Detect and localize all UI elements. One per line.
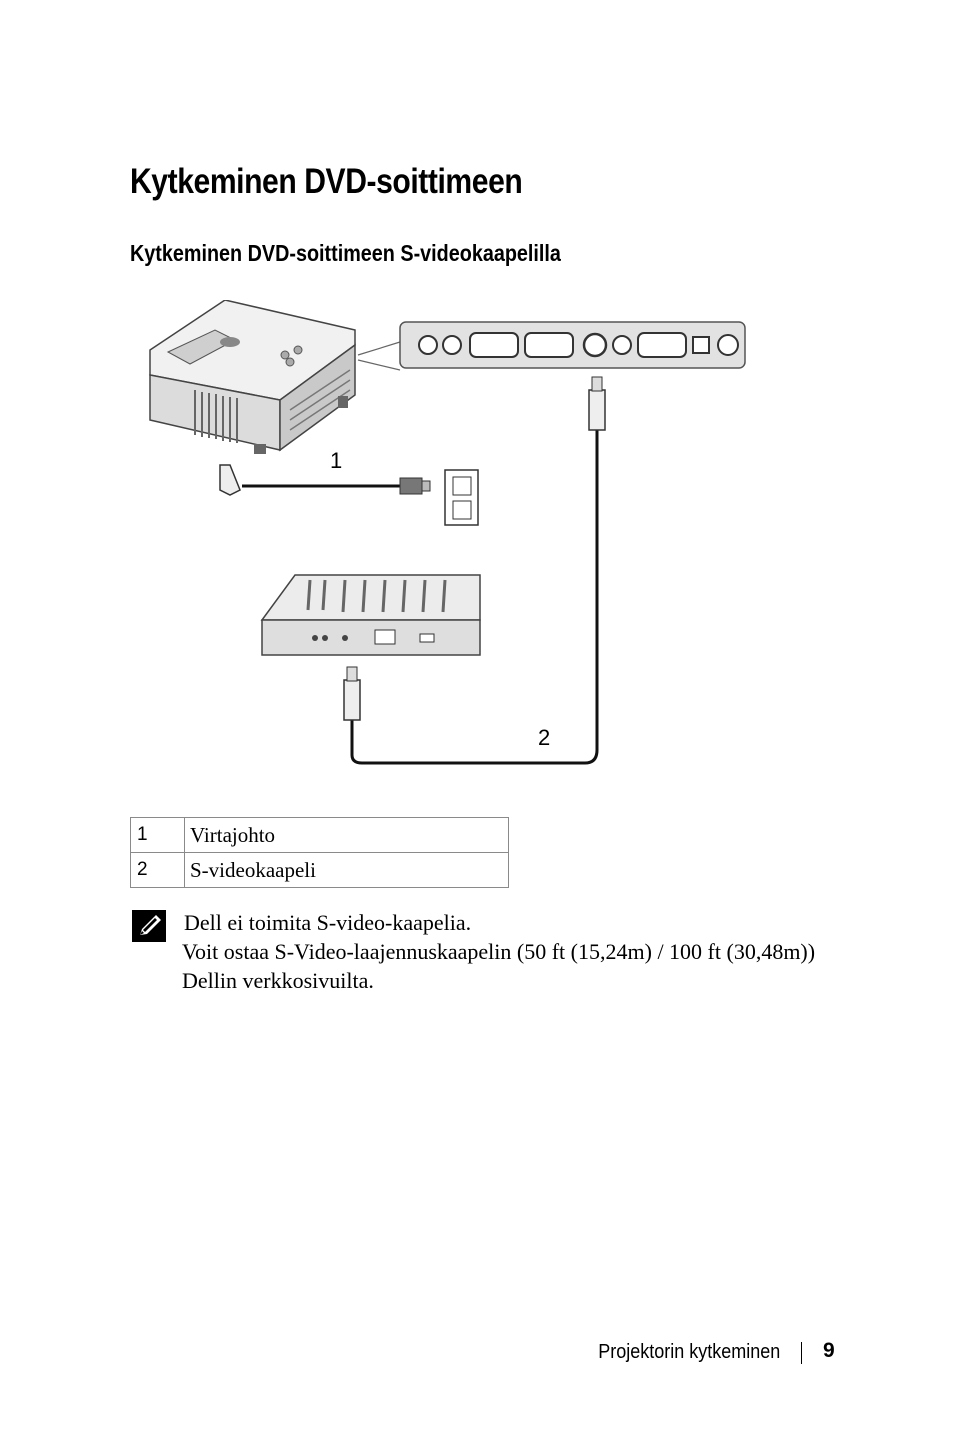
note-line: Voit ostaa S-Video-laajennuskaapelin (50 ft (15,24m) / 100 ft (30,48m)) <box>182 939 816 964</box>
page-title: Kytkeminen DVD-soittimeen <box>130 162 523 201</box>
callout-1: 1 <box>330 448 343 473</box>
section-subtitle: Kytkeminen DVD-soittimeen S-videokaapelilla <box>130 240 561 266</box>
s-video-cable <box>344 377 605 763</box>
page-footer <box>0 1338 954 1368</box>
projector-illustration <box>150 300 355 454</box>
callout-2: 2 <box>538 725 551 750</box>
legend-table <box>130 817 509 888</box>
table-row <box>131 818 509 853</box>
footer-divider <box>801 1342 802 1364</box>
legend-label: S-videokaapeli <box>185 853 509 888</box>
note-text <box>182 908 882 995</box>
legend-number: 1 <box>131 818 185 853</box>
note-line: Dellin verkkosivuilta. <box>182 968 374 993</box>
dvd-player-illustration <box>262 575 480 655</box>
connection-diagram <box>130 300 760 775</box>
footer-section-title: Projektorin kytkeminen <box>597 1341 780 1363</box>
legend-label: Virtajohto <box>185 818 509 853</box>
power-cord <box>220 465 478 525</box>
note-pencil-icon <box>132 910 166 942</box>
table-row <box>131 853 509 888</box>
connector-panel <box>400 322 745 368</box>
page-number: 9 <box>823 1339 835 1362</box>
note-line: Dell ei toimita S-video-kaapelia. <box>184 910 472 935</box>
legend-number: 2 <box>131 853 185 888</box>
